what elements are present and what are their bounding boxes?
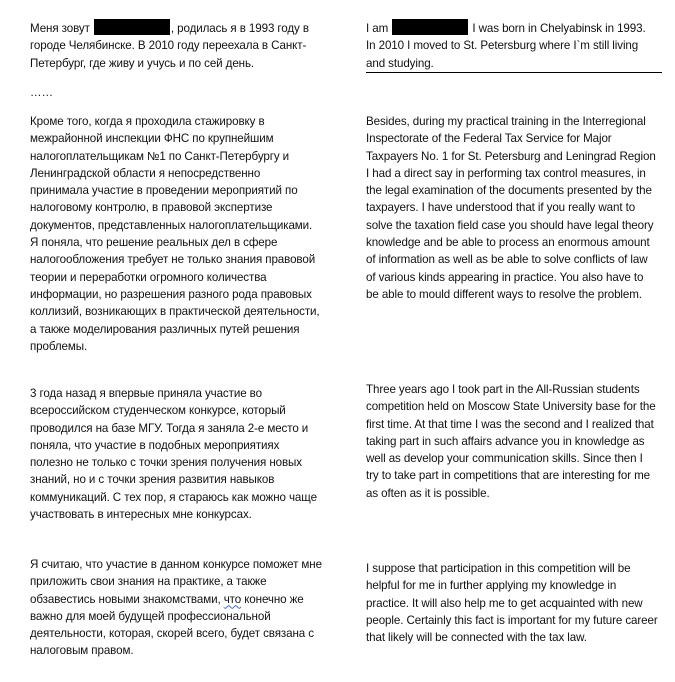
redacted-name-block [94, 19, 170, 35]
ru-intro-before: Меня зовут [30, 22, 90, 35]
ru-suppose-paragraph [30, 556, 322, 660]
ru-training-paragraph: Кроме того, когда я проходила стажировку в межрайонной инспекции ФНС по крупнейшим налогоплательщикам №1 по Санкт-Петербургу и Ленинградской области я непосредственно принимала участие в проведении мероприятий по налоговому контролю, в правовой экспертизе документов, представленных налогоплательщиками. Я поняла, что решение реальных дел в сфере налогообложения требует не только знания правовой теории и переработки огромного количества информации, но разрешения разного рода правовых коллизий, возникающих в практической деятельности, а также моделирования различных путей решения проблемы. [30, 115, 320, 353]
en-contest-paragraph: Three years ago I took part in the All-Russian students competition held on Moscow State University base for the first time. At that time I was the second and I realized that taking part in such affairs advance you in knowledge as well as develop your communication skills. Since then I try to take part in competitions that are interesting for me as often as it is possible. [366, 383, 656, 500]
en-intro-before: I am [366, 22, 389, 35]
en-suppose-paragraph: I suppose that participation in this competition will be helpful for me in further applying my knowledge in practice. It will also help me to get acquainted with new people. Certainly this fact is important for my future career that likely will be connected with the tax law. [366, 562, 658, 645]
ru-suppose-text-1: Я считаю, что участие в данном конкурсе поможет мне приложить свои знания на практике, а также обзавестись новыми знакомствами, [30, 558, 322, 606]
ru-ellipsis: …… [30, 86, 53, 99]
horizontal-divider-line [366, 72, 662, 73]
redacted-name-block [392, 19, 468, 35]
ru-suppose-text-2: конечно же важно для моей будущей профессиональной деятельности, которая, скорей всего, будет связана с налоговым правом. [30, 592, 314, 658]
ru-contest-paragraph: 3 года назад я впервые приняла участие во всероссийском студенческом конкурсе, который проводился на базе МГУ. Тогда я заняла 2-е место и поняла, что участие в подобных мероприятиях полезно не только с точки зрения получения новых знаний, но и с точки зрения развития навыков коммуникаций. С тех пор, я стараюсь как можно чаще участвовать в интересных мне конкурсах. [30, 387, 317, 522]
en-intro-paragraph [366, 19, 658, 72]
ru-intro-after: , родилась я в 1993 году в городе Челябинске. В 2010 году переехала в Санкт-Петербург, где живу и учусь и по сей день. [30, 22, 309, 70]
en-training-paragraph: Besides, during my practical training in the Interregional Inspectorate of the Federal Tax Service for Major Taxpayers No. 1 for St. Petersburg and Leningrad Region I had a direct say in performing tax control measures, in the legal examination of the documents presented by the taxpayers. I have understood that if you really want to solve the taxation field case you should have legal theory knowledge and be able to process an enormous amount of information as well as be able to solve conflicts of law of various kinds appearing in practice. You also have to be able to mould different ways to resolve the problem. [366, 115, 656, 301]
ru-intro-paragraph [30, 19, 326, 72]
en-intro-after: I was born in Chelyabinsk in 1993. In 2010 I moved to St. Petersburg where I`m still living and studying. [366, 22, 646, 70]
spellcheck-squiggle-word: что [223, 592, 242, 606]
